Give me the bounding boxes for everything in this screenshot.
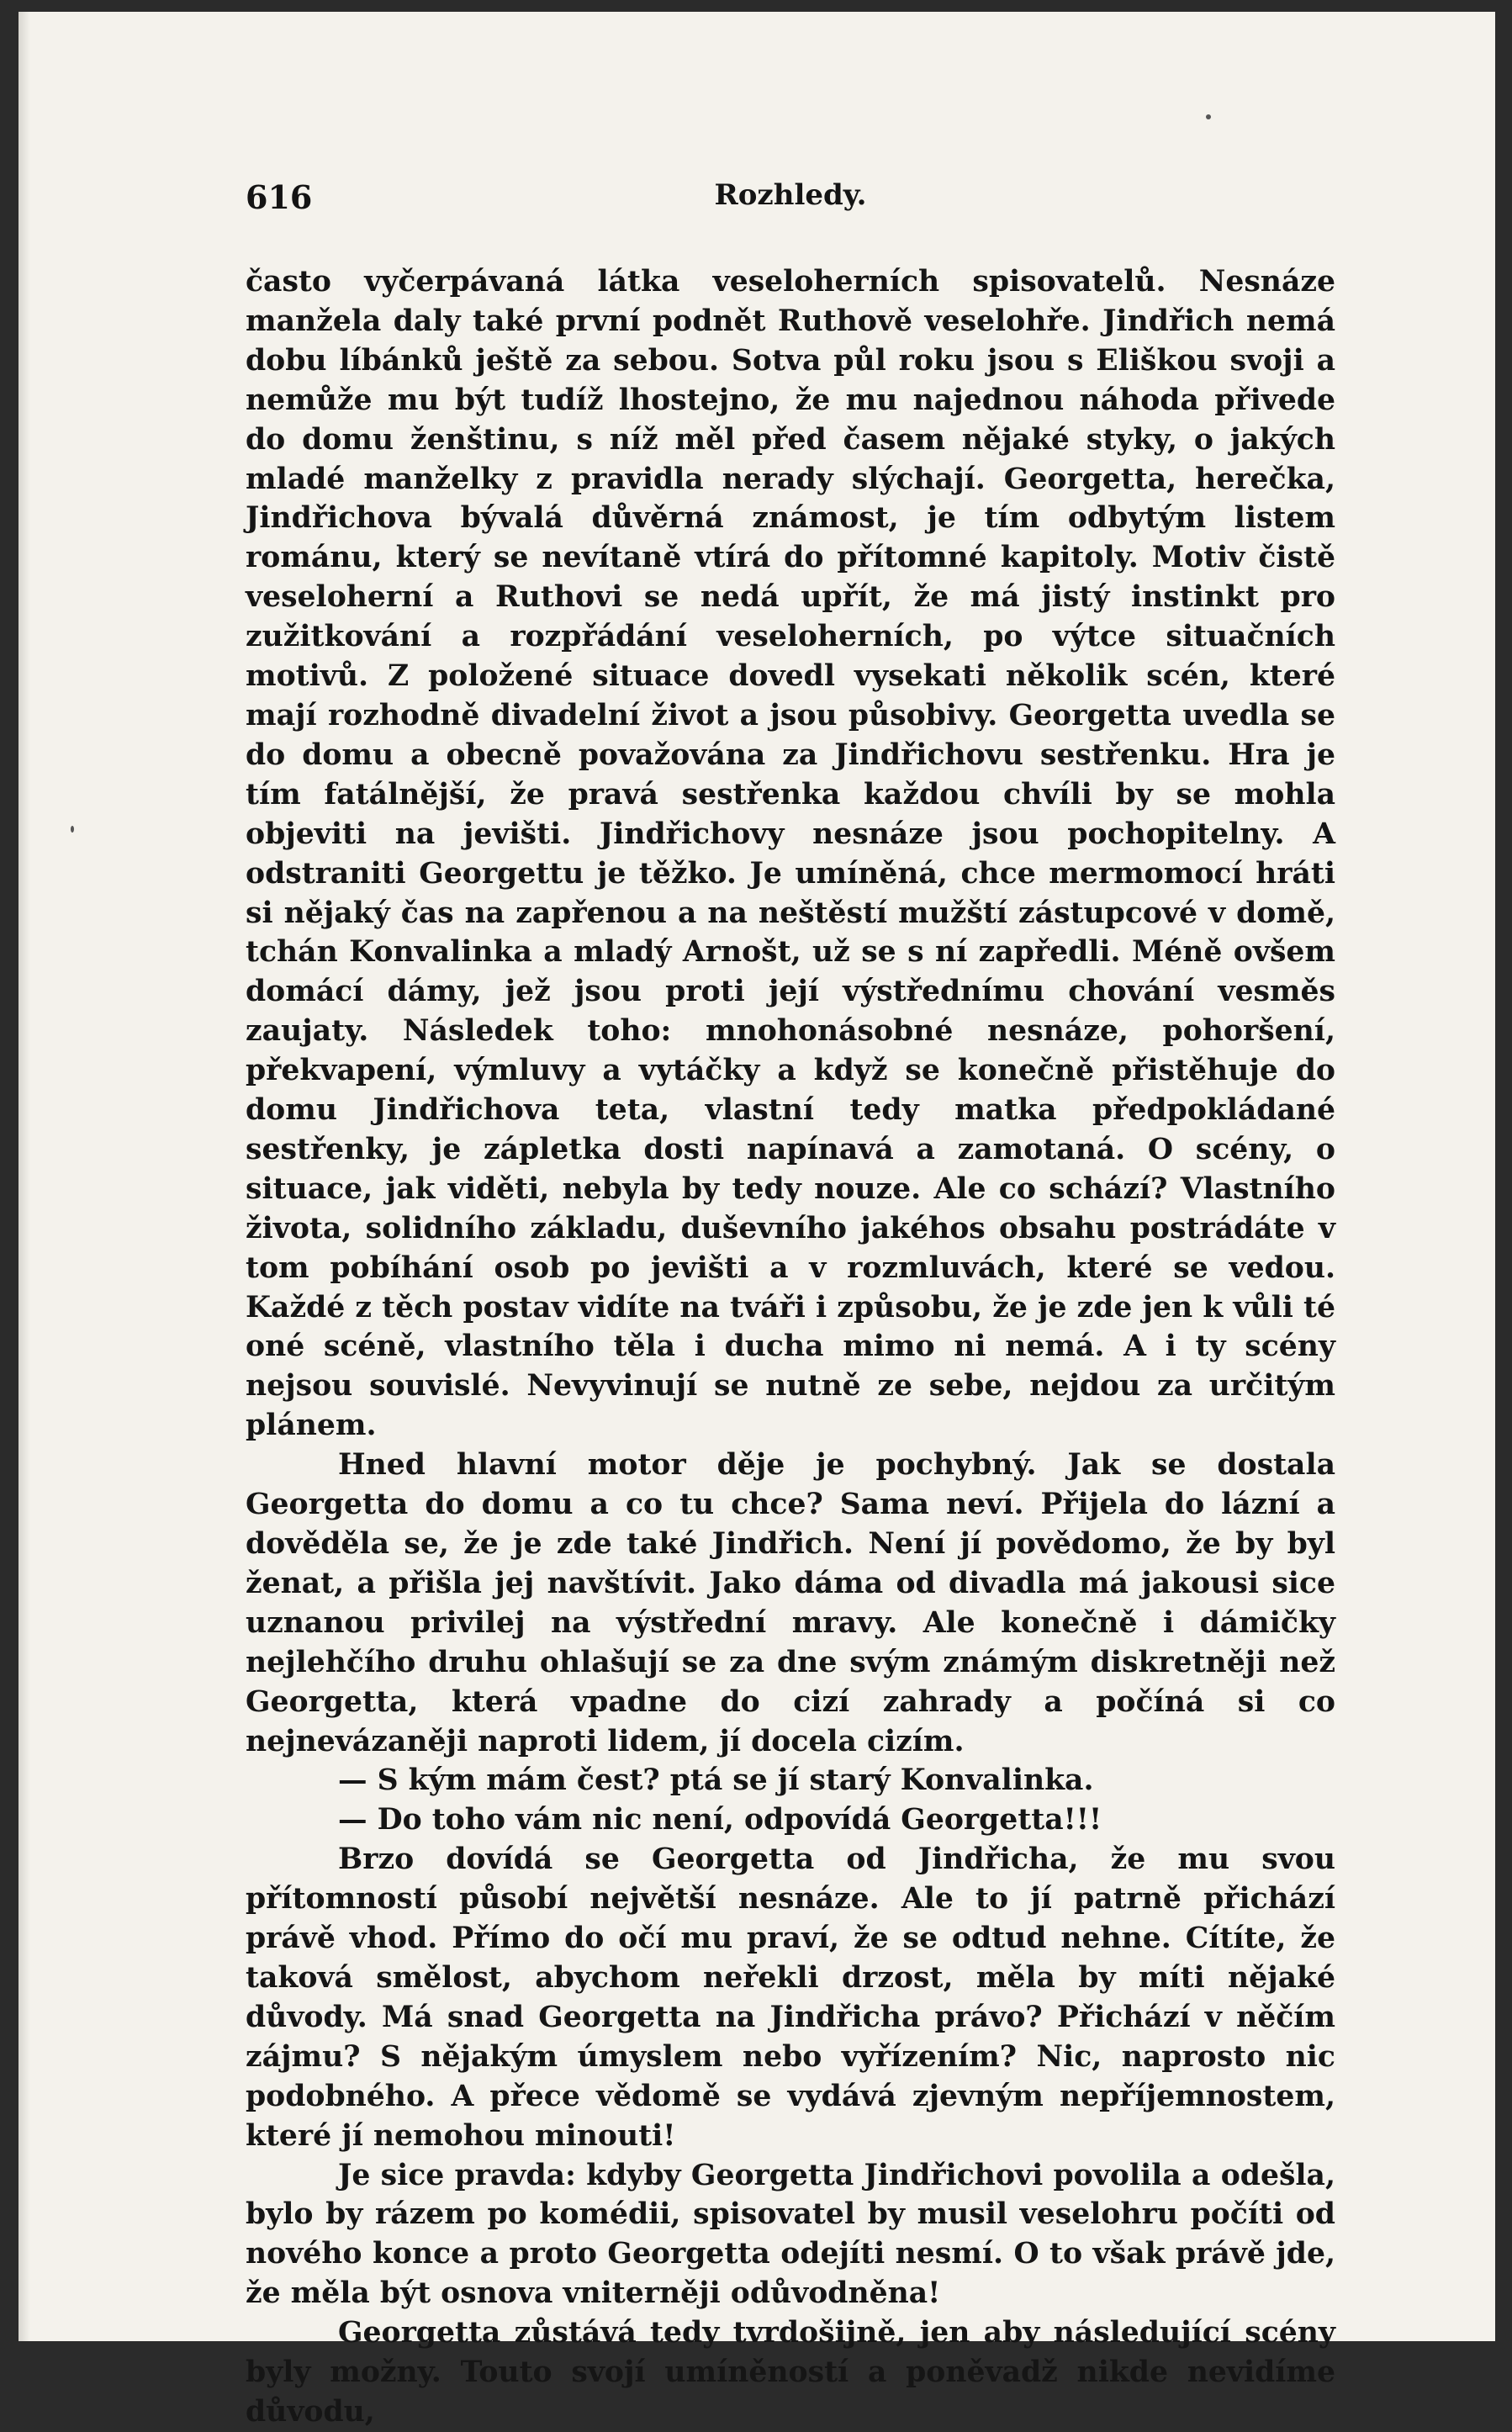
page-header bbox=[246, 178, 1335, 229]
paragraph-1: často vyčerpávaná látka veseloherních spisovatelů. Nesnáze manžela daly také první podnět Ruthově veselohře. Jindřich nemá dobu líbánků ještě za sebou. Sotva půl roku jsou s Eliškou svoji a nemůže mu být tudíž lhostejno, že mu najednou náhoda přivede do domu ženštinu, s níž měl před časem nějaké styky, o jakých mladé manželky z pravidla nerady slýchají. Georgetta, herečka, Jindřichova bývalá důvěrná známost, je tím odbytým listem románu, který se nevítaně vtírá do přítomné kapitoly. Motiv čistě veseloherní a Ruthovi se nedá upřít, že má jistý instinkt pro zužitkování a rozpřádání veseloherních, po výtce situačních motivů. Z položené situace dovedl vysekati několik scén, které mají rozhodně divadelní život a jsou působivy. Georgetta uvedla se do domu a obecně považována za Jindřichovu sestřenku. Hra je tím fatálnější, že pravá sestřenka každou chvíli by se mohla objeviti na jevišti. Jindřichovy nesnáze jsou pochopitelny. A odstraniti Georgettu je těžko. Je umíněná, chce mermomocí hráti si nějaký čas na zapřenou a na neštěstí mužští zástupcové v domě, tchán Konvalinka a mladý Arnošt, už se s ní zapředli. Méně ovšem domácí dámy, jež jsou proti její výstřednímu chování vesměs zaujaty. Následek toho: mnohonásobné nesnáze, pohoršení, překvapení, výmluvy a vytáčky a když se konečně přistěhuje do domu Jindřichova teta, vlastní tedy matka předpokládané sestřenky, je zápletka dosti napínavá a zamotaná. O scény, o situace, jak viděti, nebyla by tedy nouze. Ale co schází? Vlastního života, solidního základu, duševního jakéhos obsahu postrádáte v tom pobíhání osob po jevišti a v rozmluvách, které se vedou. Každé z těch postav vidíte na tváři i způsobu, že je zde jen k vůli té oné scéně, vlastního těla i ducha mimo ni nemá. A i ty scény nejsou souvislé. Nevyvinují se nutně ze sebe, nejdou za určitým plánem. bbox=[246, 265, 1335, 1443]
paragraph-7: Georgetta zůstává tedy tvrdošijně, jen aby následující scény byly možny. Touto svojí umíněností a poněvadž nikde nevidíme důvodu, bbox=[246, 2316, 1335, 2429]
paper-speck bbox=[71, 826, 74, 833]
running-title: Rozhledy. bbox=[714, 178, 867, 212]
paragraph-2: Hned hlavní motor děje je pochybný. Jak se dostala Georgetta do domu a co tu chce? Sama neví. Přijela do lázní a dověděla se, že je zde také Jindřich. Není jí povědomo, že by byl ženat, a přišla jej navštívit. Jako dáma od divadla má jakousi sice uznanou privilej na výstřední mravy. Ale konečně i dámičky nejlehčího druhu ohlašují se za dne svým známým diskretněji než Georgetta, která vpadne do cizí zahrady a počíná si co nejnevázaněji naproti lidem, jí docela cizím. bbox=[246, 1448, 1335, 1758]
paragraph-dialogue-2: — Do toho vám nic není, odpovídá Georgetta!!! bbox=[338, 1803, 1102, 1837]
book-page bbox=[19, 12, 1495, 2429]
paragraph-5: Brzo dovídá se Georgetta od Jindřicha, že mu svou přítomností působí největší nesnáze. Ale to jí patrně přichází právě vhod. Přímo do očí mu praví, že se odtud nehne. Cítíte, že taková smělost, abychom neřekli drzost, měla by míti nějaké důvody. Má snad Georgetta na Jindřicha právo? Přichází v něčím zájmu? S nějakým úmyslem nebo vyřízením? Nic, naprosto nic podobného. A přece vědomě se vydává zjevným nepříjemnostem, které jí nemohou minouti! bbox=[246, 1843, 1335, 2153]
body-text bbox=[246, 262, 1335, 2432]
paragraph-dialogue-1: — S kým mám čest? ptá se jí starý Konvalinka. bbox=[338, 1763, 1094, 1798]
page-gutter-shadow bbox=[19, 12, 30, 2341]
page-number: 616 bbox=[246, 178, 313, 216]
paper-speck bbox=[1206, 114, 1211, 119]
paragraph-6: Je sice pravda: kdyby Georgetta Jindřichovi povolila a odešla, bylo by rázem po komédii, spisovatel by musil veselohru počíti od nového konce a proto Georgetta odejíti nesmí. O to však právě jde, že měla být osnova vniterněji odůvodněna! bbox=[246, 2158, 1335, 2311]
